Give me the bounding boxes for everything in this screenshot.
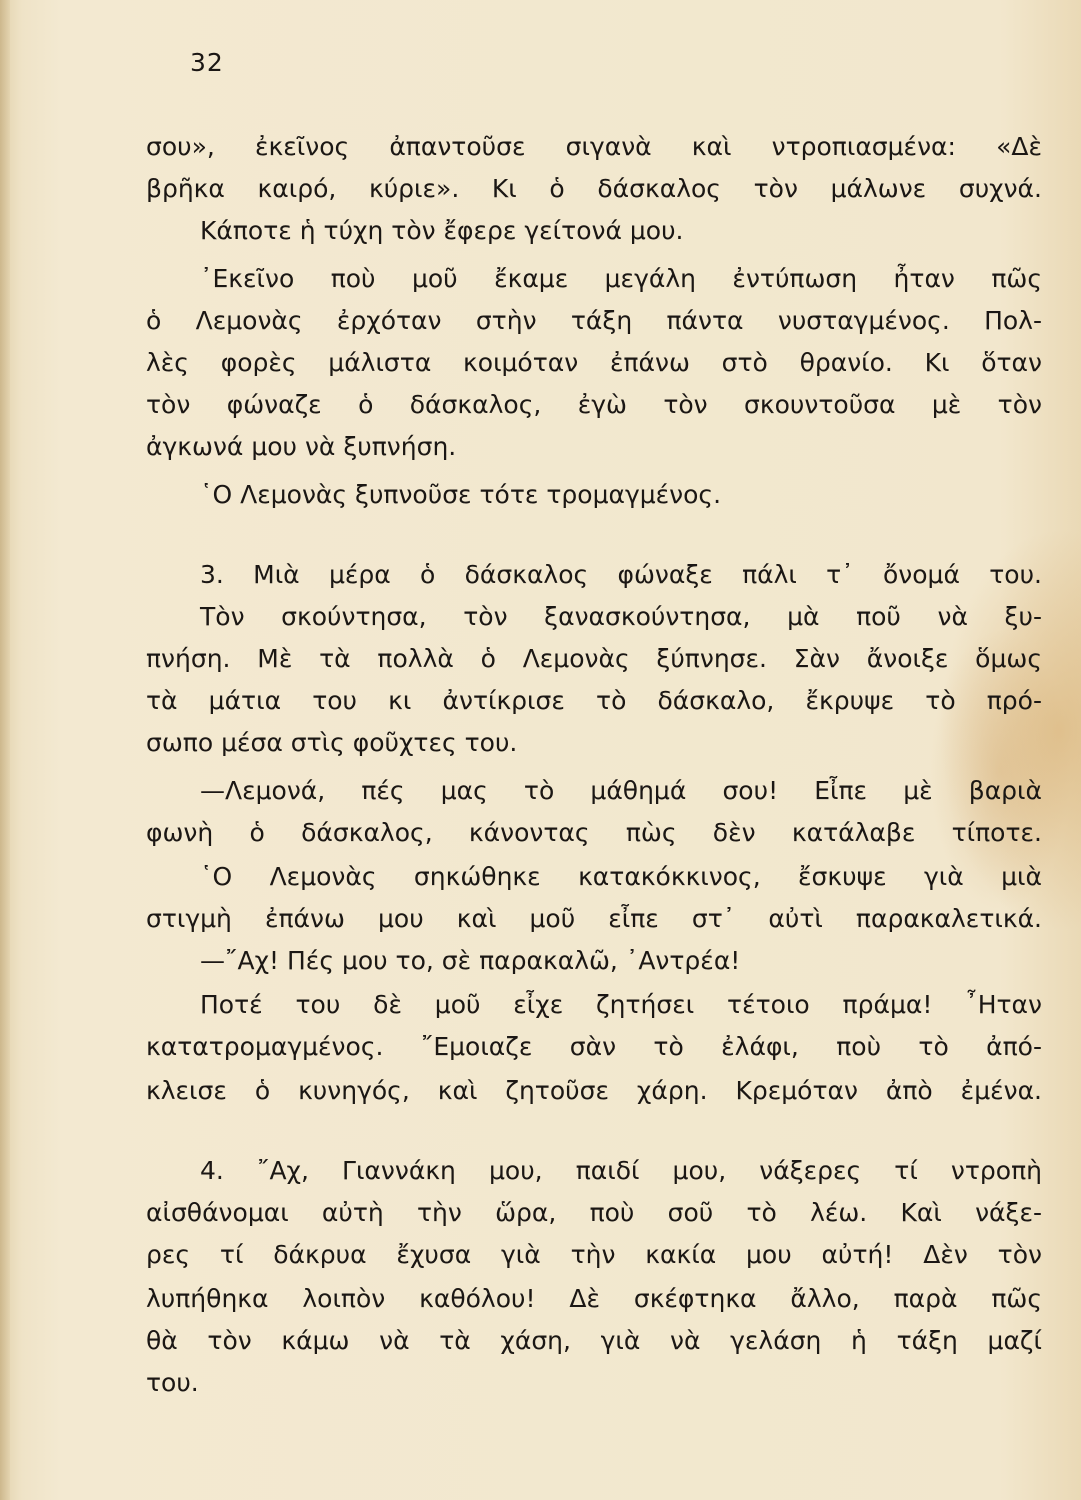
text-line: Τὸν σκούντησα, τὸν ξανασκούντησα, μὰ ποῦ νὰ ξυ-	[200, 602, 1042, 631]
text-line: ὁ Λεμονὰς ἐρχόταν στὴν τάξη πάντα νυσταγμένος. Πολ-	[146, 306, 1042, 335]
text-line: τὸν φώναζε ὁ δάσκαλος, ἐγὼ τὸν σκουντοῦσα μὲ τὸν	[146, 390, 1042, 419]
text-line: ῾Ο Λεμονὰς ξυπνοῦσε τότε τρομαγμένος.	[200, 480, 722, 509]
text-line: Κάποτε ἡ τύχη τὸν ἔφερε γείτονά μου.	[200, 216, 684, 245]
text-line: θὰ τὸν κάμω νὰ τὰ χάση, γιὰ νὰ γελάση ἡ τάξη μαζί	[146, 1326, 1042, 1355]
text-line: 4. ῎Αχ, Γιαννάκη μου, παιδί μου, νάξερες τί ντροπὴ	[200, 1156, 1042, 1185]
text-line: ἀγκωνά μου νὰ ξυπνήση.	[146, 432, 457, 461]
text-line: ρες τί δάκρυα ἔχυσα γιὰ τὴν κακία μου αὐτή! Δὲν τὸν	[146, 1240, 1042, 1269]
page-number: 32	[190, 48, 224, 77]
text-line: πνήση. Μὲ τὰ πολλὰ ὁ Λεμονὰς ξύπνησε. Σὰν ἄνοιξε ὅμως	[146, 644, 1042, 673]
text-line: σωπο μέσα στὶς φοῦχτες του.	[146, 728, 518, 757]
text-line: —Λεμονά, πές μας τὸ μάθημά σου! Εἶπε μὲ βαριὰ	[200, 776, 1042, 805]
text-line: ῾Ο Λεμονὰς σηκώθηκε κατακόκκινος, ἔσκυψε γιὰ μιὰ	[200, 862, 1042, 891]
text-line: κατατρομαγμένος. ῎Εμοιαζε σὰν τὸ ἐλάφι, ποὺ τὸ ἀπό-	[146, 1032, 1042, 1061]
text-line: αἰσθάνομαι αὐτὴ τὴν ὥρα, ποὺ σοῦ τὸ λέω. Καὶ νάξε-	[146, 1198, 1042, 1227]
text-line: φωνὴ ὁ δάσκαλος, κάνοντας πὼς δὲν κατάλαβε τίποτε.	[146, 818, 1042, 847]
text-line: στιγμὴ ἐπάνω μου καὶ μοῦ εἶπε στ᾿ αὐτὶ παρακαλετικά.	[146, 904, 1042, 933]
text-line: σου», ἐκεῖνος ἀπαντοῦσε σιγανὰ καὶ ντροπιασμένα: «Δὲ	[146, 132, 1042, 161]
text-line: λυπήθηκα λοιπὸν καθόλου! Δὲ σκέφτηκα ἄλλο, παρὰ πῶς	[146, 1284, 1042, 1313]
text-line: —῎Αχ! Πές μου το, σὲ παρακαλῶ, ᾿Αντρέα!	[200, 946, 741, 975]
text-line: ᾿Εκεῖνο ποὺ μοῦ ἔκαμε μεγάλη ἐντύπωση ἦταν πῶς	[200, 264, 1042, 293]
text-line: βρῆκα καιρό, κύριε». Κι ὁ δάσκαλος τὸν μάλωνε συχνά.	[146, 174, 1042, 203]
text-line: του.	[146, 1368, 199, 1397]
text-line: λὲς φορὲς μάλιστα κοιμόταν ἐπάνω στὸ θρανίο. Κι ὅταν	[146, 348, 1042, 377]
text-line: Ποτέ του δὲ μοῦ εἶχε ζητήσει τέτοιο πράμα! ῏Ηταν	[200, 990, 1042, 1019]
text-line: τὰ μάτια του κι ἀντίκρισε τὸ δάσκαλο, ἔκρυψε τὸ πρό-	[146, 686, 1042, 715]
text-line: 3. Μιὰ μέρα ὁ δάσκαλος φώναξε πάλι τ᾿ ὄνομά του.	[200, 560, 1042, 589]
text-line: κλεισε ὁ κυνηγός, καὶ ζητοῦσε χάρη. Κρεμόταν ἀπὸ ἐμένα.	[146, 1076, 1042, 1105]
